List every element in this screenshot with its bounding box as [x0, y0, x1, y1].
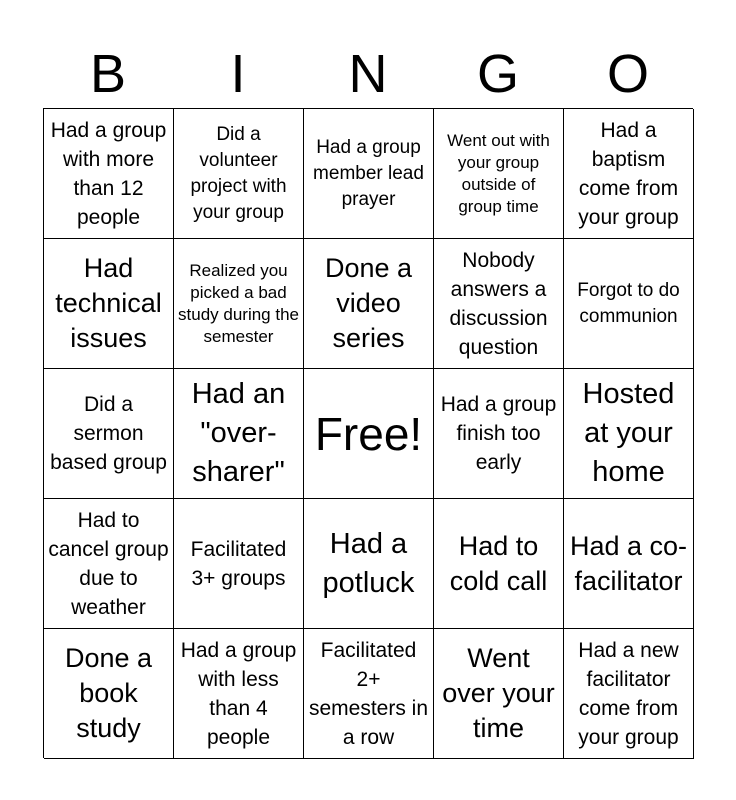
- bingo-cell-r4-c3[interactable]: [304, 499, 434, 629]
- header-letter-o: O: [606, 44, 649, 104]
- cell-label: Done a video series: [324, 253, 413, 353]
- cell-label: Had technical issues: [55, 253, 162, 353]
- cell-label: Had to cancel group due to weather: [48, 508, 169, 619]
- bingo-cell-r5-c2[interactable]: [174, 629, 304, 759]
- cell-label: Had to cold call: [449, 530, 548, 596]
- cell-label: Went over your time: [442, 643, 555, 743]
- cell-label: Did a volunteer project with your group: [190, 123, 287, 223]
- bingo-cell-r4-c4[interactable]: [434, 499, 564, 629]
- cell-label: Nobody answers a discussion question: [449, 248, 548, 359]
- bingo-cell-r3-c4[interactable]: [434, 369, 564, 499]
- bingo-cell-r4-c5[interactable]: [564, 499, 694, 629]
- bingo-cell-r3-c5[interactable]: [564, 369, 694, 499]
- bingo-cell-r1-c3[interactable]: [304, 109, 434, 239]
- cell-label: Facilitated 2+ semesters in a row: [308, 638, 429, 749]
- bingo-cell-r2-c4[interactable]: [434, 239, 564, 369]
- bingo-cell-r5-c3[interactable]: [304, 629, 434, 759]
- bingo-cell-r1-c1[interactable]: [44, 109, 174, 239]
- bingo-header: [43, 40, 693, 108]
- bingo-cell-r5-c1[interactable]: [44, 629, 174, 759]
- cell-label: Had a baptism come from your group: [578, 118, 679, 229]
- bingo-cell-r1-c5[interactable]: [564, 109, 694, 239]
- bingo-cell-free[interactable]: [304, 369, 434, 499]
- cell-label: Had a group with more than 12 people: [50, 118, 167, 229]
- bingo-cell-r3-c1[interactable]: [44, 369, 174, 499]
- free-space-label: Free!: [314, 407, 423, 460]
- bingo-cell-r4-c1[interactable]: [44, 499, 174, 629]
- cell-label: Realized you picked a bad study during the semester: [178, 260, 299, 346]
- cell-label: Had a group finish too early: [440, 393, 557, 474]
- bingo-cell-r1-c4[interactable]: [434, 109, 564, 239]
- cell-label: Did a sermon based group: [50, 393, 167, 474]
- cell-label: Had a potluck: [322, 527, 415, 599]
- bingo-cell-r4-c2[interactable]: [174, 499, 304, 629]
- bingo-cell-r2-c1[interactable]: [44, 239, 174, 369]
- cell-label: Hosted at your home: [582, 378, 675, 488]
- bingo-cell-r2-c3[interactable]: [304, 239, 434, 369]
- bingo-grid: [43, 108, 693, 758]
- bingo-cell-r2-c5[interactable]: [564, 239, 694, 369]
- cell-label: Forgot to do communion: [577, 279, 680, 327]
- header-letter-i: I: [230, 44, 246, 104]
- bingo-cell-r1-c2[interactable]: [174, 109, 304, 239]
- cell-label: Had a new facilitator come from your group: [578, 638, 679, 749]
- bingo-cell-r5-c5[interactable]: [564, 629, 694, 759]
- bingo-cell-r5-c4[interactable]: [434, 629, 564, 759]
- cell-label: Had a group with less than 4 people: [180, 638, 297, 749]
- cell-label: Had an "over-sharer": [191, 378, 286, 488]
- cell-label: Done a book study: [64, 643, 153, 743]
- bingo-cell-r2-c2[interactable]: [174, 239, 304, 369]
- header-letter-b: B: [89, 44, 127, 104]
- bingo-cell-r3-c2[interactable]: [174, 369, 304, 499]
- cell-label: Had a co-facilitator: [569, 530, 688, 596]
- cell-label: Facilitated 3+ groups: [190, 537, 287, 590]
- cell-label: Had a group member lead prayer: [313, 136, 424, 210]
- cell-label: Went out with your group outside of group time: [447, 130, 550, 216]
- header-letter-n: N: [348, 44, 388, 104]
- header-letter-g: G: [476, 44, 519, 104]
